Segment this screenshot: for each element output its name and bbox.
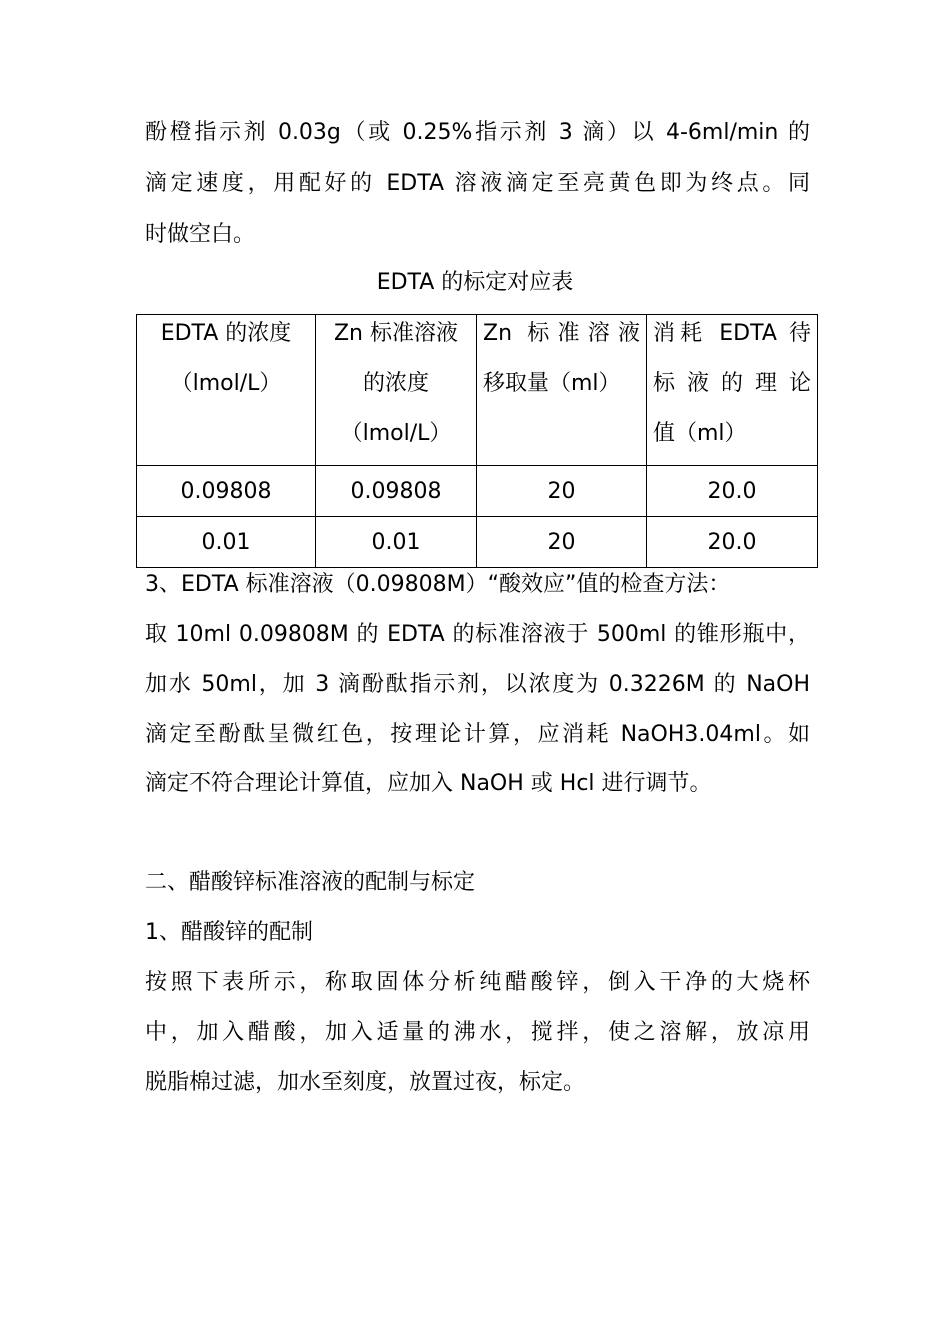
table-cell: 20.0 — [647, 517, 818, 568]
paragraph-line: 加水 50ml，加 3 滴酚酞指示剂，以浓度为 0.3226M 的 NaOH — [145, 672, 810, 697]
subsection-title: 1、醋酸锌的配制 — [145, 920, 313, 945]
paragraph-line: 滴定不符合理论计算值，应加入 NaOH 或 Hcl 进行调节。 — [145, 771, 712, 796]
paragraph-line: 取 10ml 0.09808M 的 EDTA 的标准溶液于 500ml 的锥形瓶中， — [145, 622, 810, 647]
table-row — [137, 466, 818, 517]
paragraph-line: 滴定至酚酞呈微红色，按理论计算，应消耗 NaOH3.04ml。如 — [145, 722, 810, 747]
paragraph-line: 滴定速度，用配好的 EDTA 溶液滴定至亮黄色即为终点。同 — [145, 171, 810, 196]
table-cell: 0.09808 — [137, 466, 316, 517]
section-title: 二、醋酸锌标准溶液的配制与标定 — [145, 870, 476, 895]
edta-calibration-table — [136, 314, 818, 568]
paragraph-line: 按照下表所示，称取固体分析纯醋酸锌，倒入干净的大烧杯 — [145, 970, 810, 995]
table-header-row — [137, 315, 818, 466]
header-zn-concentration: Zn 标准溶液 的浓度 （lmol/L） — [316, 315, 477, 466]
paragraph-line: 中，加入醋酸，加入适量的沸水，搅拌，使之溶解，放凉用 — [145, 1020, 810, 1045]
table-cell: 20.0 — [647, 466, 818, 517]
header-zn-volume: Zn 标准溶液 移取量（ml） — [477, 315, 647, 466]
table-cell: 20 — [477, 466, 647, 517]
paragraph-line: 脱脂棉过滤，加水至刻度，放置过夜，标定。 — [145, 1070, 586, 1095]
paragraph-line: 酚橙指示剂 0.03g（或 0.25%指示剂 3 滴）以 4-6ml/min 的 — [145, 120, 810, 145]
table-caption: EDTA 的标定对应表 — [376, 270, 574, 295]
table-cell: 20 — [477, 517, 647, 568]
header-edta-theoretical-volume: 消耗 EDTA 待 标液的理论 值（ml） — [647, 315, 818, 466]
header-edta-concentration: EDTA 的浓度 （lmol/L） — [137, 315, 316, 466]
table-cell: 0.01 — [316, 517, 477, 568]
paragraph-line: 时做空白。 — [145, 222, 256, 247]
table-cell: 0.09808 — [316, 466, 477, 517]
table-cell: 0.01 — [137, 517, 316, 568]
table-row — [137, 517, 818, 568]
paragraph-line: 3、EDTA 标准溶液（0.09808M）“酸效应”值的检查方法： — [145, 572, 731, 597]
